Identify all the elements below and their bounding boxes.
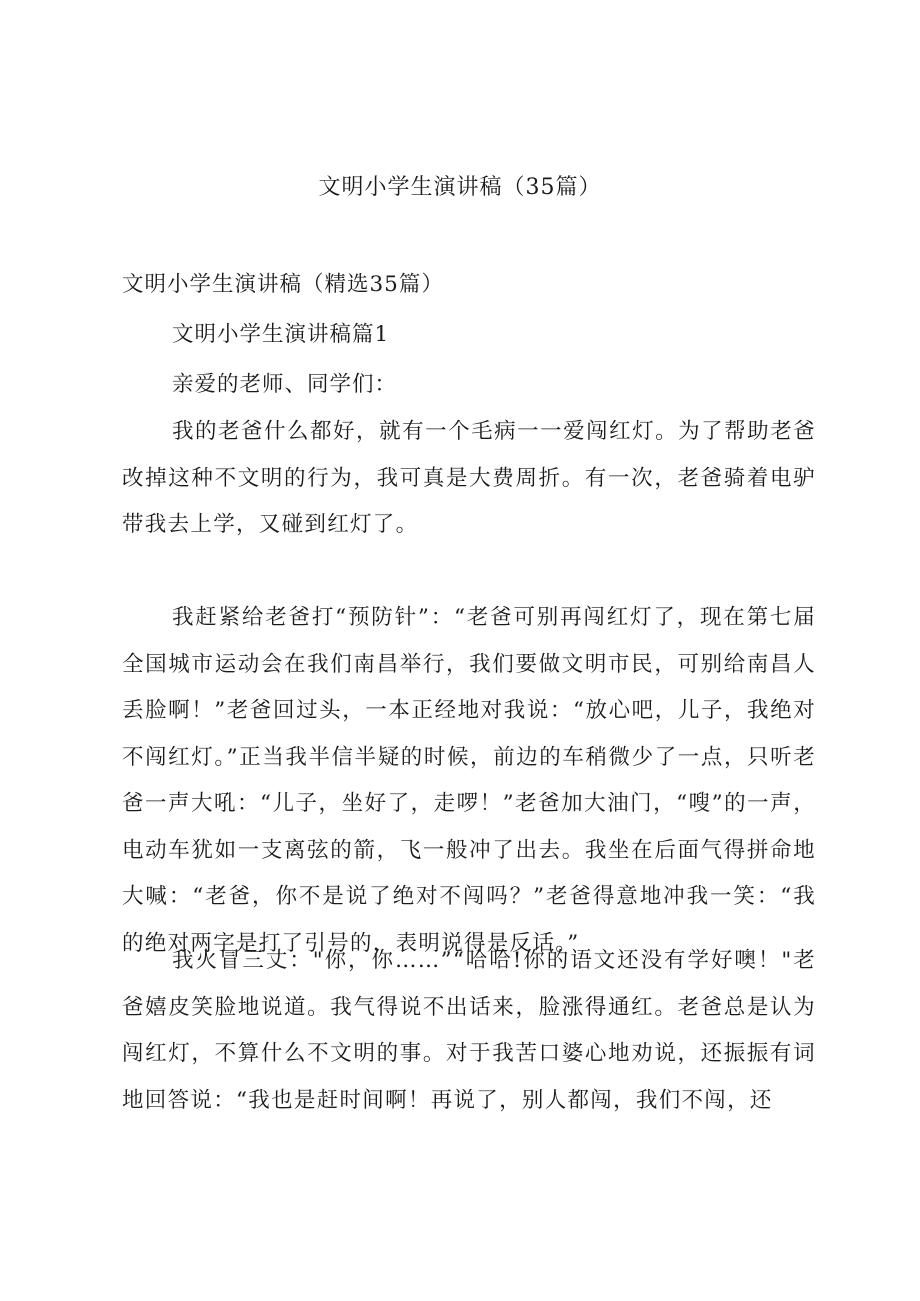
body-paragraph: 我赶紧给老爸打“预防针”：“老爸可别再闯红灯了，现在第七届全国城市运动会在我们南昌举行，我们要做文明市民，可别给南昌人丢脸啊！”老爸回过头，一本正经地对我说：“放心吧，儿子，我绝对不闯红灯。”正当我半信半疑的时候，前边的车稍微少了一点，只听老爸一声大吼：“儿子，坐好了，走啰！”老爸加大油门，“嗖”的一声，电动车犹如一支离弦的箭，飞一般冲了出去。我坐在后面气得拼命地大喊：“老爸，你不是说了绝对不闯吗？”老爸得意地冲我一笑：“我的绝对两字是打了引号的，表明说得是反话。”: [122, 605, 816, 956]
body-paragraph: 我的老爸什么都好，就有一个毛病一一爱闯红灯。为了帮助老爸改掉这种不文明的行为，我可真是大费周折。有一次，老爸骑着电驴带我去上学，又碰到红灯了。: [122, 419, 816, 537]
document-title: 文明小学生演讲稿（35篇）: [318, 175, 602, 200]
greeting-line: 亲爱的老师、同学们：: [172, 372, 398, 397]
chapter-heading: 文明小学生演讲稿篇1: [172, 322, 390, 347]
document-subtitle: 文明小学生演讲稿（精选35篇）: [122, 272, 444, 297]
body-paragraph: 我火冒三丈："你，你……”“哈哈!你的语文还没有学好噢！"老爸嬉皮笑脸地说道。我气得说不出话来，脸涨得通红。老爸总是认为闯红灯，不算什么不文明的事。对于我苦口婆心地劝说，还振振有词地回答说：“我也是赶时间啊！再说了，别人都闯，我们不闯，还: [122, 948, 816, 1113]
